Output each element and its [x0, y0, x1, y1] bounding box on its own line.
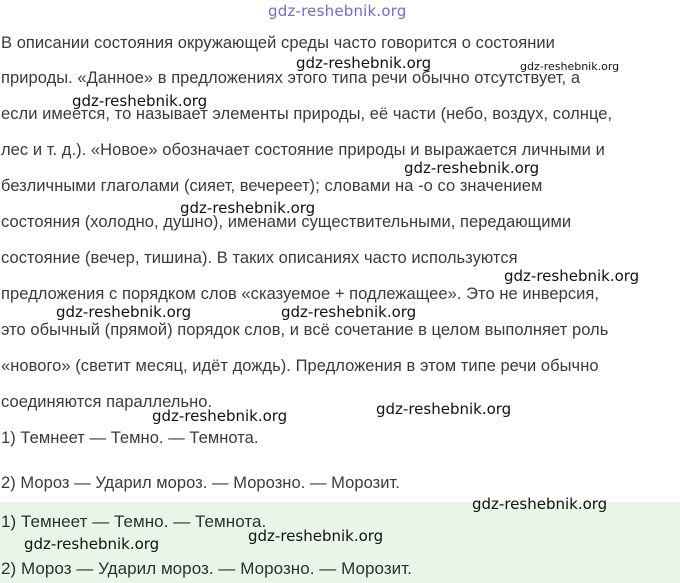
paragraph-line: безличными глаголами (сияет, вечереет); словами на -о со значением	[1, 177, 543, 195]
paragraph-line: В описании состояния окружающей среды часто говорится о состоянии	[1, 34, 555, 52]
example-line: 2) Мороз — Ударил мороз. — Морозно. — Морозит.	[1, 474, 400, 492]
watermark: gdz-reshebnik.org	[376, 400, 512, 418]
paragraph-line: состояния (холодно, душно), именами существительными, передающими	[1, 213, 572, 231]
watermark: gdz-reshebnik.org	[248, 527, 384, 545]
answer-line: 2) Мороз — Ударил мороз. — Морозно. — Морозит.	[1, 559, 412, 578]
watermark: gdz-reshebnik.org	[404, 159, 540, 177]
watermark: gdz-reshebnik.org	[56, 303, 192, 321]
watermark: gdz-reshebnik.org	[24, 535, 160, 553]
paragraph-line: соединяются параллельно.	[1, 393, 213, 411]
paragraph-line: состояние (вечер, тишина). В таких описаниях часто используются	[1, 249, 518, 267]
paragraph-line: природы. «Данное» в предложениях этого типа речи обычно отсутствует, а	[1, 69, 581, 87]
watermark: gdz-reshebnik.org	[504, 267, 640, 285]
watermark: gdz-reshebnik.org	[296, 54, 432, 72]
paragraph-line: если имеется, то называет элементы природы, её части (небо, воздух, солнце,	[1, 105, 613, 123]
paragraph-line: лес и т. д.). «Новое» обозначает состояние природы и выражается личными и	[1, 141, 605, 159]
watermark: gdz-reshebnik.org	[520, 60, 620, 73]
paragraph-line: «нового» (светит месяц, идёт дождь). Предложения в этом типе речи обычно	[1, 357, 599, 375]
paragraph-line: предложения с порядком слов «сказуемое + подлежащее». Это не инверсия,	[1, 285, 600, 303]
watermark: gdz-reshebnik.org	[180, 199, 316, 217]
watermark: gdz-reshebnik.org	[72, 92, 208, 110]
watermark: gdz-reshebnik.org	[281, 303, 417, 321]
header-watermark: gdz-reshebnik.org	[268, 2, 407, 20]
paragraph-line: это обычный (прямой) порядок слов, и всё сочетание в целом выполняет роль	[1, 321, 609, 339]
example-line: 1) Темнеет — Темно. — Темнота.	[1, 429, 259, 447]
answer-line: 1) Темнеет — Темно. — Темнота.	[1, 512, 267, 531]
watermark: gdz-reshebnik.org	[152, 407, 288, 425]
watermark: gdz-reshebnik.org	[472, 495, 608, 513]
